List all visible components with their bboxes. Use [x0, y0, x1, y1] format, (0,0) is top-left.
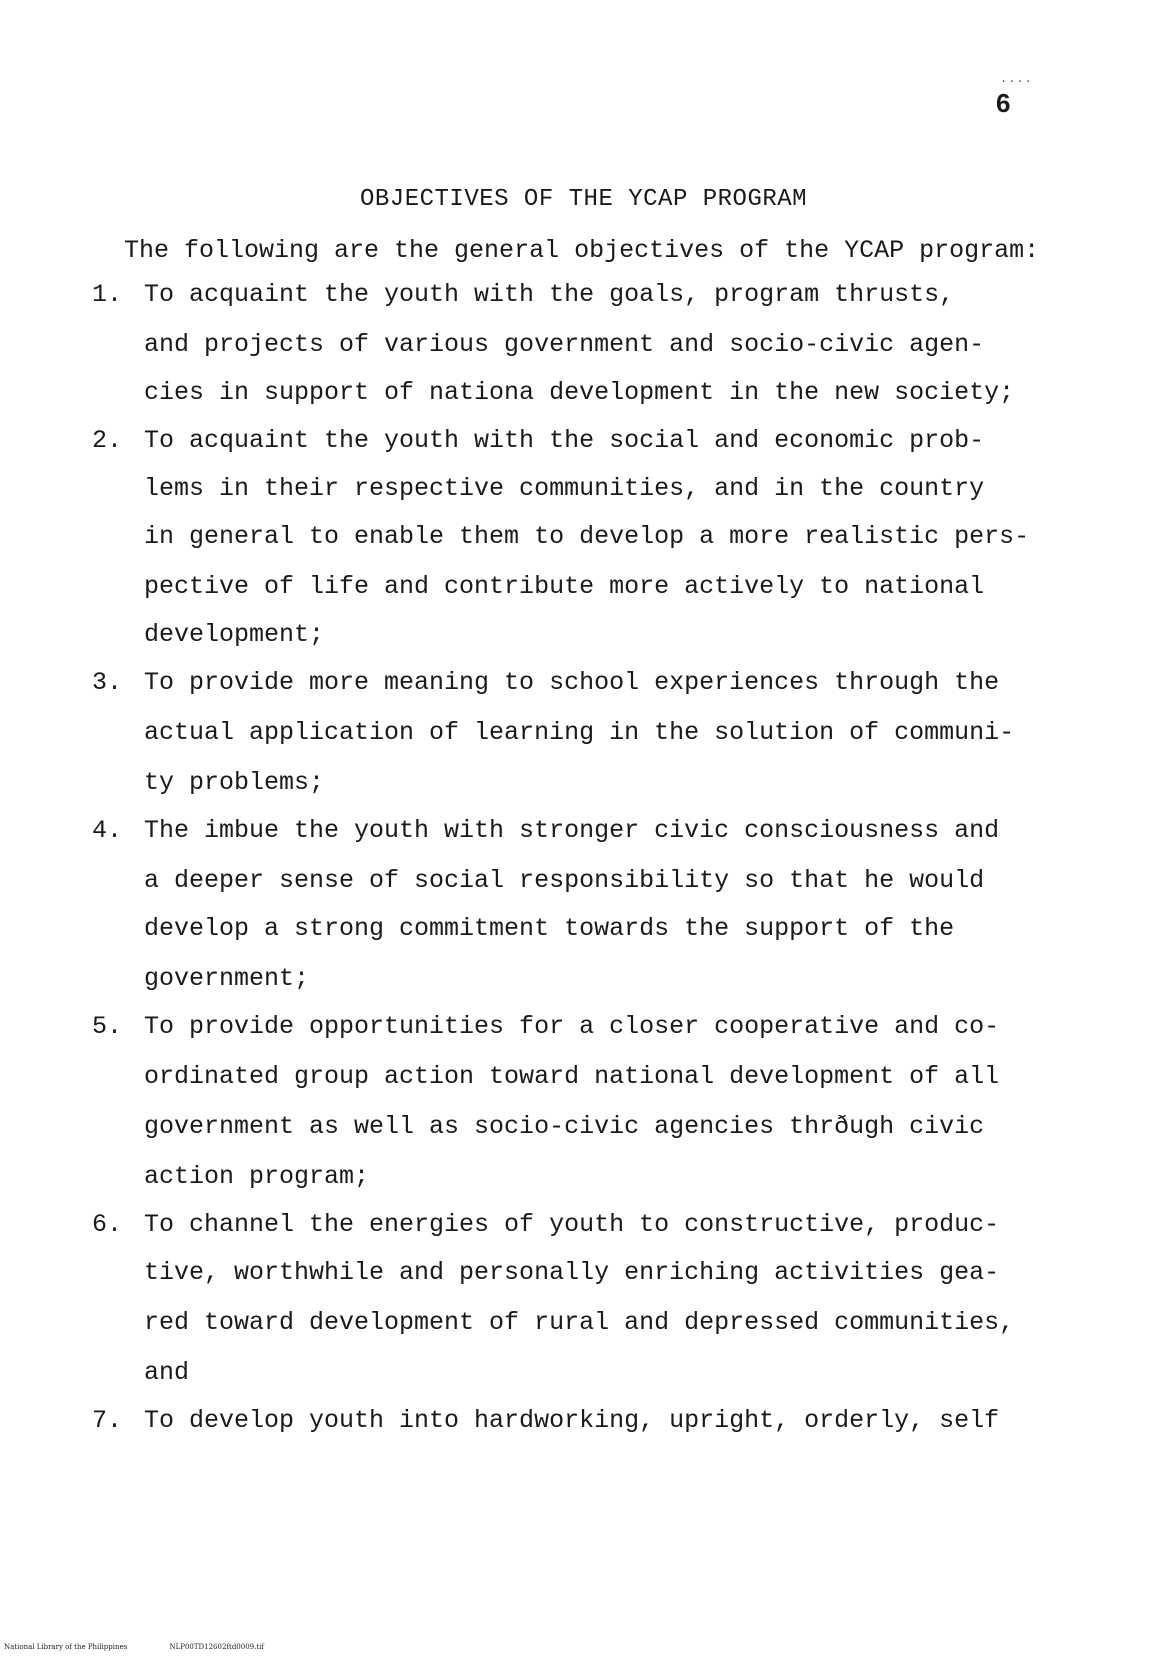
objective-text-line: a deeper sense of social responsibility so that he would: [144, 866, 985, 895]
objective-text-line: tive, worthwhile and personally enriching activities gea-: [144, 1258, 1000, 1287]
objective-text-line: red toward development of rural and depressed communities,: [144, 1308, 1015, 1337]
objective-text-line: government as well as socio-civic agencies thrðugh civic: [144, 1112, 985, 1141]
objective-number: 3.: [92, 668, 123, 697]
objective-number: 6.: [92, 1210, 123, 1239]
objective-number: 2.: [92, 426, 123, 455]
objective-text-line: pective of life and contribute more actively to national: [144, 572, 985, 601]
objective-text-line: To develop youth into hardworking, upright, orderly, self: [144, 1406, 1000, 1435]
objective-text-line: cies in support of nationa development in the new society;: [144, 378, 1015, 407]
objective-number: 1.: [92, 280, 123, 309]
objective-text-line: government;: [144, 964, 310, 993]
footer-library: National Library of the Philippines: [4, 1643, 128, 1651]
objective-text-line: To acquaint the youth with the social and economic prob-: [144, 426, 985, 455]
objective-text-line: To provide more meaning to school experiences through the: [144, 668, 1000, 697]
document-title: OBJECTIVES OF THE YCAP PROGRAM: [360, 186, 808, 213]
objective-text-line: ty problems;: [144, 768, 325, 797]
page-number: 6: [996, 88, 1011, 118]
objective-number: 7.: [92, 1406, 123, 1435]
objective-text-line: lems in their respective communities, and in the country: [144, 474, 985, 503]
objective-text-line: and projects of various government and socio-civic agen-: [144, 330, 985, 359]
objective-number: 4.: [92, 816, 123, 845]
objective-text-line: action program;: [144, 1162, 370, 1191]
objective-text-line: The imbue the youth with stronger civic consciousness and: [144, 816, 1000, 845]
objective-text-line: and: [144, 1358, 190, 1387]
objective-text-line: in general to enable them to develop a more realistic pers-: [144, 522, 1030, 551]
objective-text-line: To provide opportunities for a closer cooperative and co-: [144, 1012, 1000, 1041]
objective-number: 5.: [92, 1012, 123, 1041]
scan-footer: [4, 1643, 264, 1651]
header-mark: ....: [1000, 72, 1033, 86]
objective-text-line: development;: [144, 620, 325, 649]
objective-text-line: To acquaint the youth with the goals, program thrusts,: [144, 280, 955, 309]
footer-file-id: NLP00TD12602ftd0009.tif: [169, 1643, 264, 1651]
objective-text-line: develop a strong commitment towards the support of the: [144, 914, 955, 943]
objective-text-line: To channel the energies of youth to constructive, produc-: [144, 1210, 1000, 1239]
objective-text-line: ordinated group action toward national development of all: [144, 1062, 1000, 1091]
intro-text: The following are the general objectives of the YCAP program:: [124, 236, 1040, 265]
objective-text-line: actual application of learning in the solution of communi-: [144, 718, 1015, 747]
